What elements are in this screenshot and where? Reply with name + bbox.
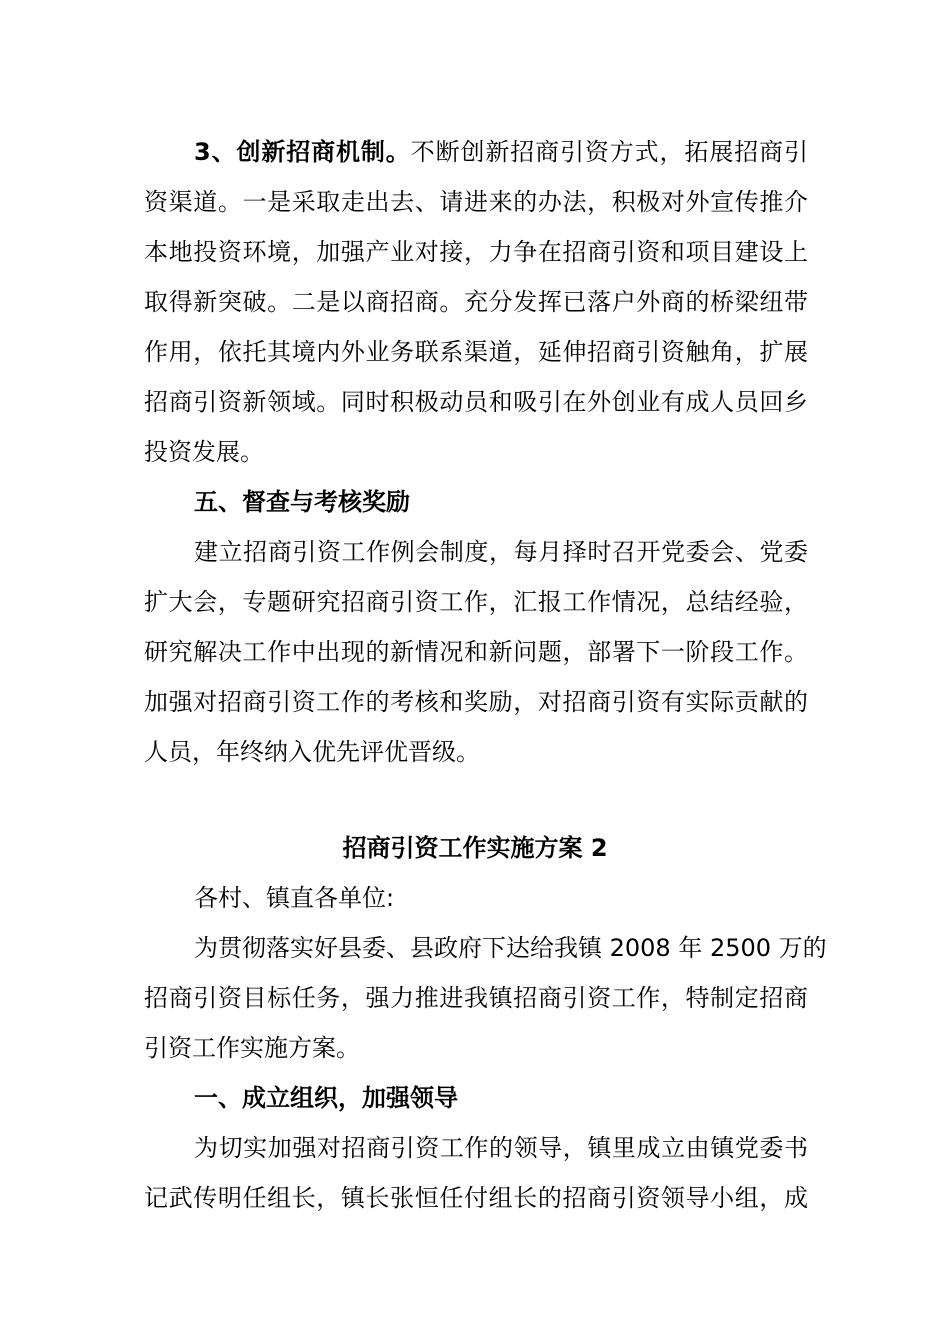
section5-line: 建立招商引资工作例会制度，每月择时召开党委会、党委	[194, 538, 808, 566]
plan2-salutation: 各村、镇直各单位:	[194, 884, 395, 912]
plan2-intro-line: 引资工作实施方案。	[144, 1034, 360, 1062]
section5-line: 人员，年终纳入优先评优晋级。	[144, 738, 480, 766]
plan2-intro-line: 为贯彻落实好县委、县政府下达给我镇 2008 年 2500 万的	[194, 934, 827, 962]
section3-heading: 3、创新招商机制。	[194, 138, 411, 166]
plan2-intro-line: 招商引资目标任务，强力推进我镇招商引资工作，特制定招商	[144, 984, 808, 1012]
plan2-section1-heading: 一、成立组织，加强领导	[194, 1084, 458, 1112]
section3-line: 招商引资新领域。同时积极动员和吸引在外创业有成人员回乡	[144, 388, 808, 416]
section3-line: 不断创新招商引资方式，拓展招商引	[410, 138, 808, 166]
section5-line: 加强对招商引资工作的考核和奖励，对招商引资有实际贡献的	[144, 688, 808, 716]
section5-line: 研究解决工作中出现的新情况和新问题，部署下一阶段工作。	[144, 638, 808, 666]
section3-line: 资渠道。一是采取走出去、请进来的办法，积极对外宣传推介	[144, 188, 808, 216]
section3-line: 本地投资环境，加强产业对接，力争在招商引资和项目建设上	[144, 238, 808, 266]
plan2-section1-line: 记武传明任组长，镇长张恒任付组长的招商引资领导小组，成	[144, 1184, 808, 1212]
section5-line: 扩大会，专题研究招商引资工作，汇报工作情况，总结经验，	[144, 588, 808, 616]
plan2-title: 招商引资工作实施方案 2	[342, 834, 608, 862]
section3-line: 取得新突破。二是以商招商。充分发挥已落户外商的桥梁纽带	[144, 288, 808, 316]
section3-line: 作用，依托其境内外业务联系渠道，延伸招商引资触角，扩展	[144, 338, 808, 366]
section3-first-line	[194, 137, 808, 167]
section5-heading: 五、督查与考核奖励	[194, 488, 410, 516]
section3-line: 投资发展。	[144, 438, 264, 466]
plan2-section1-line: 为切实加强对招商引资工作的领导，镇里成立由镇党委书	[194, 1134, 808, 1162]
